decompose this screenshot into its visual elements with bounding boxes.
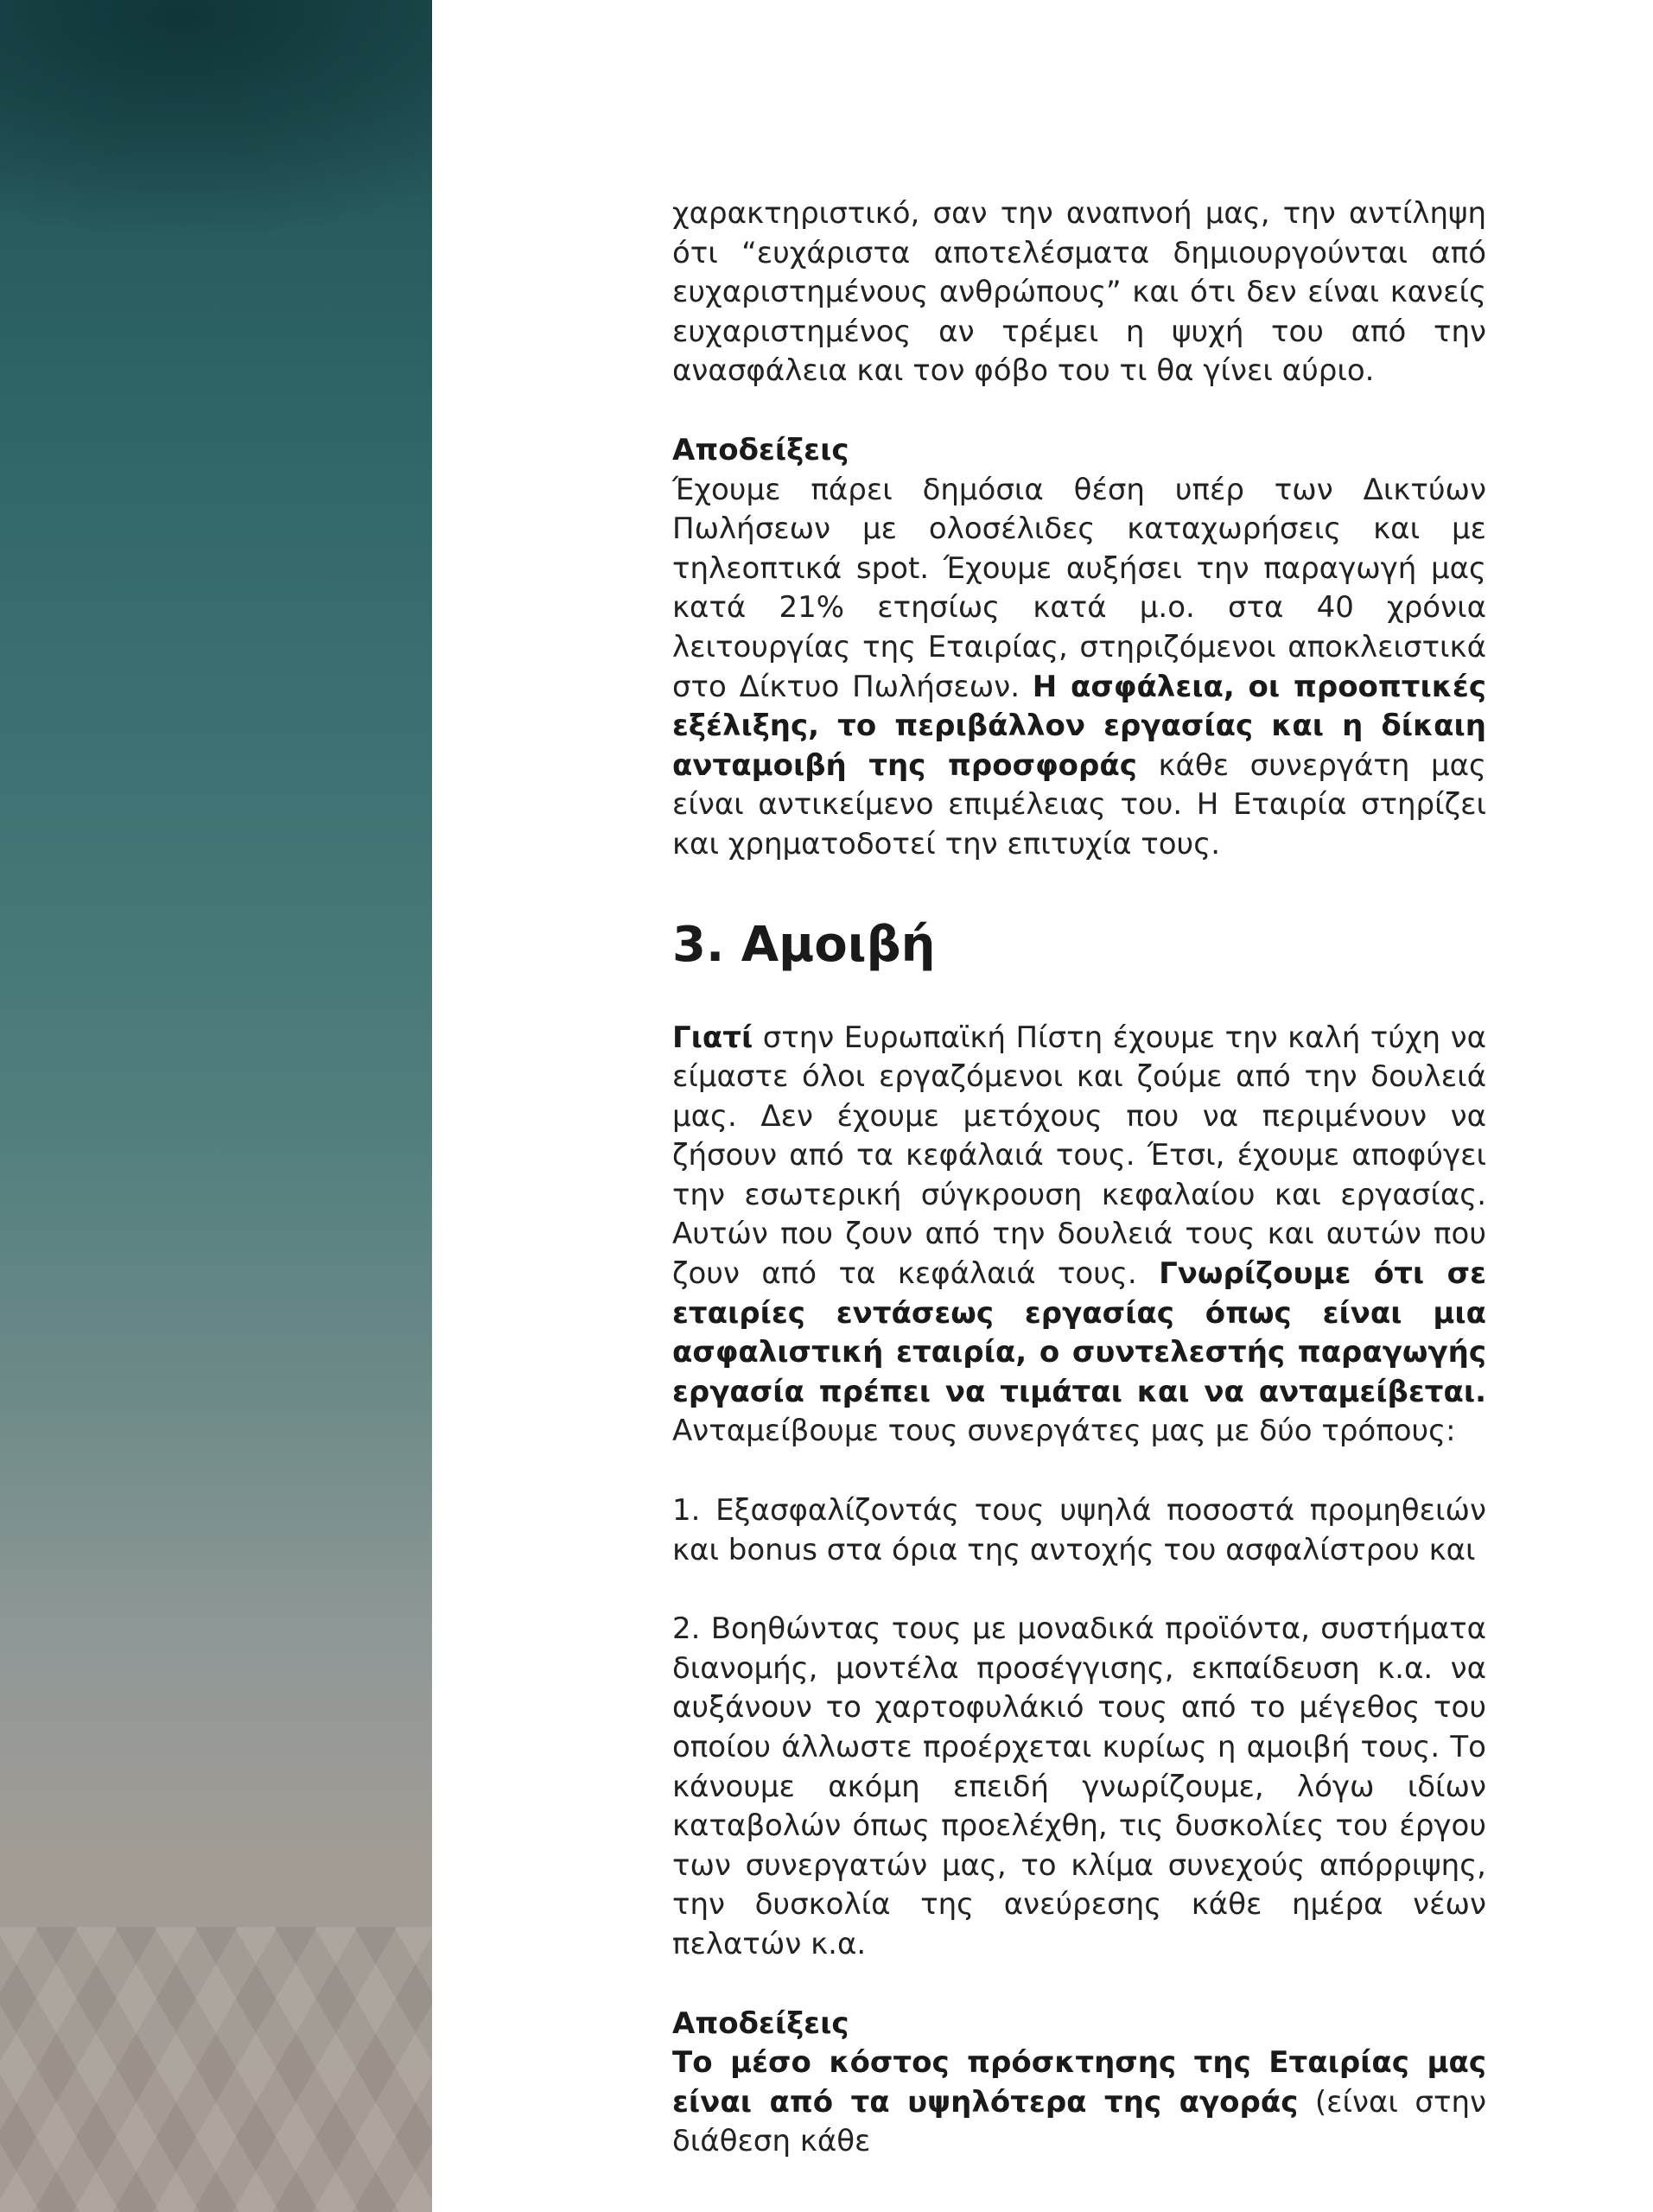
intro-paragraph: χαρακτηριστικό, σαν την αναπνοή μας, την αντίληψη ότι “ευχάριστα αποτελέσματα δημιουργούνται από ευχαριστημένους ανθρώπους” και ότι δεν είναι κανείς ευχαριστημένος αν τρέμει η ψυχή του από την ανασφάλεια και τον φόβο του τι θα γίνει αύριο. <box>672 196 1486 389</box>
why-paragraph <box>672 1019 1486 1452</box>
point-1: 1. Εξασφαλίζοντάς τους υψηλά ποσοστά προμηθειών και bonus στα όρια της αντοχής του ασφαλίστρου και <box>672 1493 1486 1567</box>
evidence-2-bold: Το μέσο κόστος πρόσκτησης της Εταιρίας μας είναι από τα υψηλότερα της αγοράς <box>672 2045 1486 2120</box>
evidence-2-subhead: Αποδείξεις <box>672 2005 849 2041</box>
why-text: στην Ευρωπαϊκή Πίστη έχουμε την καλή τύχη να είμαστε όλοι εργαζόμενοι και ζούμε από την δουλειά μας. Δεν έχουμε μετόχους που να περιμένουν να ζήσουν από τα κεφάλαιά τους. Έτσι, έχουμε αποφύγει την εσωτερική σύγκρουση κεφαλαίου και εργασίας. Αυτών που ζουν από την δουλειά τους και αυτών που ζουν από τα κεφάλαιά τους. <box>672 1020 1487 1292</box>
section-heading: 3. Αμοιβή <box>672 916 936 973</box>
evidence-2-paragraph <box>672 2044 1486 2162</box>
evidence-text-a: Έχουμε πάρει δημόσια θέση υπέρ των Δικτύων Πωλήσεων με ολοσέλιδες καταχωρήσεις και με τηλεοπτικά spot. Έχουμε αυξήσει την παραγωγή μας κατά 21% ετησίως κατά μ.ο. στα 40 χρόνια λειτουργίας της Εταιρίας, στηριζόμενοι αποκλειστικά στο Δίκτυο Πωλήσεων. <box>672 472 1486 704</box>
why-bold-2: Γνωρίζουμε ότι σε εταιρίες εντάσεως εργασίας όπως είναι μια ασφαλιστική εταιρία, ο συντελεστής παραγωγής εργασία πρέπει να τιμάται και να ανταμείβεται. <box>672 1256 1487 1409</box>
evidence-2-text: (είναι στην διάθεση κάθε <box>672 2084 1486 2159</box>
evidence-text-b: κάθε συνεργάτη μας είναι αντικείμενο επιμέλειας του. Η Εταιρία στηρίζει και χρηματοδοτεί την επιτυχία τους. <box>672 747 1486 861</box>
evidence-text-bold: Η ασφάλεια, οι προοπτικές εξέλιξης, το περιβάλλον εργασίας και η δίκαιη ανταμοιβή της προσφοράς <box>672 669 1486 783</box>
why-text-2: Ανταμείβουμε τους συνεργάτες μας με δύο τρόπους: <box>672 1414 1456 1449</box>
decorative-side-image <box>0 0 432 2212</box>
evidence-paragraph <box>672 471 1486 865</box>
point-2: 2. Βοηθώντας τους με μοναδικά προϊόντα, συστήματα διανομής, μοντέλα προσέγγισης, εκπαίδευση κ.α. να αυξάνουν το χαρτοφυλάκιό τους από το μέγεθος του οποίου άλλωστε προέρχεται κυρίως η αμοιβή τους. Το κάνουμε ακόμη επειδή γνωρίζουμε, λόγω ιδίων καταβολών όπως προελέχθη, τις δυσκολίες του έργου των συνεργατών μας, το κλίμα συνεχούς απόρριψης, την δυσκολία της ανεύρεσης κάθε ημέρα νέων πελατών κ.α. <box>672 1611 1486 1961</box>
tile-pattern <box>0 1927 432 2212</box>
article-body <box>672 194 1486 2162</box>
why-bold: Γιατί <box>672 1020 753 1055</box>
evidence-subhead: Αποδείξεις <box>672 432 849 467</box>
